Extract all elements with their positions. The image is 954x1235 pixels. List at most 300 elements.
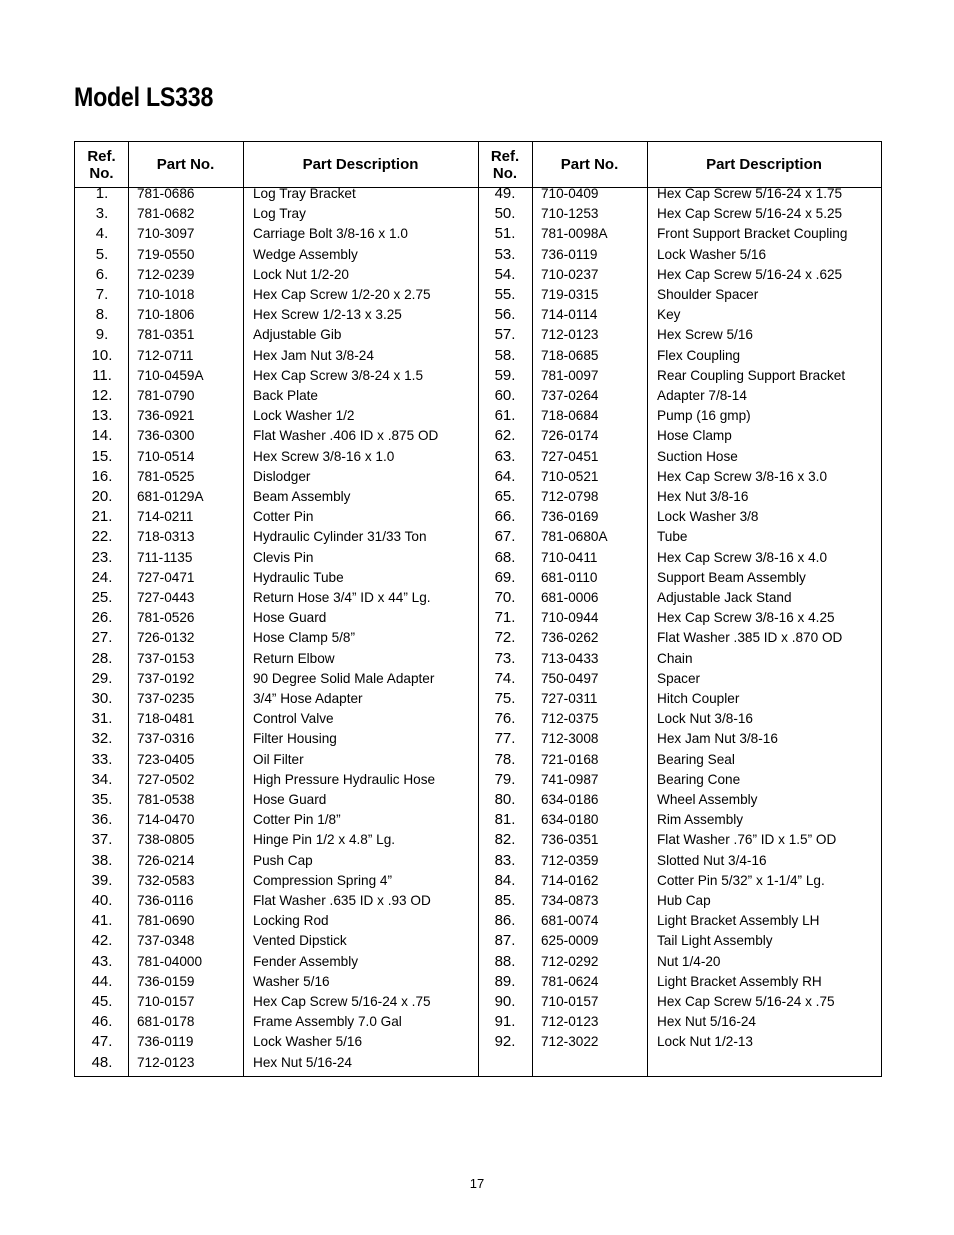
- part-description: Shoulder Spacer: [657, 287, 759, 302]
- part-description: Hex Cap Screw 3/8-16 x 4.0: [657, 549, 828, 565]
- part-number: 781-0686: [137, 186, 195, 201]
- ref-number: 48.: [91, 1053, 113, 1071]
- ref-number: 71.: [494, 609, 516, 627]
- table-row: [75, 224, 881, 244]
- part-description: Adapter 7/8-14: [657, 388, 747, 403]
- ref-number: 59.: [494, 366, 516, 384]
- part-description: Cotter Pin 1/8”: [253, 812, 341, 828]
- part-number: 736-0116: [137, 893, 194, 908]
- table-row: [75, 750, 881, 770]
- part-number: 712-0375: [541, 711, 599, 727]
- part-description: Rim Assembly: [657, 812, 744, 828]
- part-number: 781-0682: [137, 206, 195, 222]
- table-row: [75, 568, 881, 588]
- part-description: Hex Cap Screw 3/8-24 x 1.5: [253, 367, 424, 383]
- ref-number: 73.: [494, 649, 516, 667]
- table-row: [75, 770, 881, 790]
- ref-number: 49.: [494, 185, 516, 202]
- ref-number: 69.: [494, 568, 516, 586]
- table-row: [75, 851, 881, 871]
- part-description: Tail Light Assembly: [657, 933, 773, 949]
- part-description: Wheel Assembly: [657, 792, 758, 807]
- part-description: Log Tray Bracket: [253, 186, 356, 201]
- part-description: 90 Degree Solid Male Adapter: [253, 670, 435, 686]
- part-number: 719-0315: [541, 287, 599, 302]
- part-description: Hex Cap Screw 5/16-24 x 1.75: [657, 186, 843, 201]
- part-number: 726-0214: [137, 852, 195, 868]
- ref-number: 28.: [91, 649, 113, 667]
- part-description: Chain: [657, 650, 693, 666]
- ref-number: 26.: [91, 609, 113, 627]
- part-description: Dislodger: [253, 468, 311, 484]
- ref-number: 4.: [95, 225, 109, 243]
- header-description-left: Part Description: [302, 156, 419, 173]
- part-number: 727-0443: [137, 590, 195, 605]
- ref-number: 83.: [494, 851, 516, 869]
- page-title: Model LS338: [74, 82, 214, 112]
- part-description: Control Valve: [253, 711, 334, 727]
- part-description: Pump (16 gmp): [657, 408, 751, 424]
- part-number: 714-0470: [137, 812, 195, 828]
- ref-number: 24.: [91, 568, 113, 586]
- part-description: Hex Nut 5/16-24: [657, 1014, 756, 1030]
- part-description: Support Beam Assembly: [657, 569, 806, 585]
- header-part-no-left: Part No.: [156, 156, 215, 173]
- part-number: 681-0006: [541, 590, 599, 605]
- ref-number: 92.: [494, 1033, 516, 1051]
- part-description: Lock Washer 5/16: [253, 1034, 363, 1050]
- part-description: Flat Washer .76” ID x 1.5” OD: [657, 832, 837, 848]
- table-row: [75, 426, 881, 446]
- table-row: [75, 245, 881, 265]
- part-number: 736-0159: [137, 973, 195, 989]
- part-number: 738-0805: [137, 832, 195, 848]
- part-number: 718-0481: [137, 711, 195, 727]
- part-number: 781-0351: [137, 327, 195, 343]
- part-number: 712-0711: [137, 347, 194, 363]
- part-number: 718-0684: [541, 408, 599, 424]
- part-number: 741-0987: [541, 771, 599, 787]
- ref-number: 76.: [494, 710, 516, 728]
- part-number: 726-0132: [137, 630, 195, 646]
- table-row: [75, 386, 881, 406]
- part-description: Hex Nut 5/16-24: [253, 1054, 352, 1070]
- table-row: [75, 709, 881, 729]
- ref-number: 47.: [91, 1033, 113, 1051]
- part-number: 681-0129A: [137, 489, 204, 504]
- part-description: Hex Nut 3/8-16: [657, 489, 749, 504]
- part-number: 781-0690: [137, 913, 195, 929]
- ref-number: 62.: [494, 427, 516, 445]
- ref-number: 68.: [494, 548, 516, 566]
- part-description: Hex Cap Screw 5/16-24 x .75: [253, 994, 431, 1009]
- ref-number: 58.: [494, 346, 516, 364]
- part-description: Cotter Pin: [253, 509, 314, 525]
- table-row: [75, 366, 881, 386]
- ref-number: 46.: [91, 1013, 113, 1031]
- ref-number: 5.: [95, 245, 109, 263]
- ref-number: 43.: [91, 952, 113, 970]
- part-number: 781-0538: [137, 792, 195, 807]
- table-row: [75, 729, 881, 749]
- table-row: [75, 972, 881, 992]
- part-description: Hose Guard: [253, 610, 327, 626]
- table-row: [75, 1032, 881, 1052]
- table-row: [75, 204, 881, 224]
- part-number: 737-0316: [137, 731, 195, 747]
- table-row: [75, 305, 881, 325]
- ref-number: 74.: [494, 669, 516, 687]
- part-number: 719-0550: [137, 246, 195, 262]
- part-description: Hex Jam Nut 3/8-16: [657, 731, 778, 747]
- ref-number: 30.: [91, 690, 113, 707]
- part-description: Return Hose 3/4” ID x 44” Lg.: [253, 590, 431, 605]
- ref-number: 1.: [95, 185, 109, 202]
- part-number: 727-0471: [137, 569, 195, 585]
- part-number: 737-0153: [137, 650, 195, 666]
- part-description: Filter Housing: [253, 731, 337, 747]
- ref-number: 63.: [494, 447, 516, 465]
- part-number: 736-0119: [541, 246, 598, 262]
- ref-number: 14.: [91, 427, 113, 445]
- table-row: [75, 1012, 881, 1032]
- part-number: 750-0497: [541, 670, 599, 686]
- ref-number: 32.: [91, 730, 113, 748]
- part-number: 781-04000: [137, 953, 203, 969]
- part-number: 634-0186: [541, 792, 599, 807]
- part-description: Hose Clamp 5/8”: [253, 630, 355, 646]
- ref-number: 44.: [91, 972, 113, 990]
- part-description: Hex Cap Screw 5/16-24 x .625: [657, 266, 843, 282]
- part-number: 712-0123: [541, 327, 599, 343]
- part-number: 710-0157: [541, 994, 599, 1009]
- ref-number: 90.: [494, 993, 516, 1010]
- part-number: 737-0348: [137, 933, 195, 949]
- part-description: Hex Screw 1/2-13 x 3.25: [253, 307, 402, 323]
- part-description: Flat Washer .385 ID x .870 OD: [657, 630, 843, 646]
- part-description: Hydraulic Tube: [253, 569, 344, 585]
- ref-number: 40.: [91, 892, 113, 909]
- part-number: 781-0526: [137, 610, 195, 626]
- ref-number: 10.: [91, 346, 113, 364]
- ref-number: 78.: [494, 750, 516, 768]
- part-description: Adjustable Gib: [253, 327, 342, 343]
- ref-number: 25.: [91, 589, 113, 606]
- part-description: Log Tray: [253, 206, 306, 222]
- part-number: 712-0123: [137, 1054, 195, 1070]
- parts-table: [74, 141, 882, 1077]
- ref-number: 13.: [91, 407, 113, 425]
- part-number: 732-0583: [137, 872, 195, 888]
- ref-number: 66.: [494, 508, 516, 526]
- table-row: [75, 184, 881, 204]
- part-number: 712-3008: [541, 731, 599, 747]
- ref-number: 55.: [494, 286, 516, 303]
- table-row: [75, 447, 881, 467]
- ref-number: 81.: [494, 811, 516, 829]
- part-description: Adjustable Jack Stand: [657, 590, 792, 605]
- ref-number: 65.: [494, 488, 516, 505]
- table-row: [75, 527, 881, 547]
- ref-number: 11.: [92, 366, 112, 384]
- part-number: 781-0098A: [541, 226, 608, 242]
- part-description: Suction Hose: [657, 448, 738, 464]
- ref-number: 51.: [494, 225, 516, 243]
- ref-number: 61.: [494, 407, 516, 425]
- ref-number: 77.: [494, 730, 516, 748]
- table-row: [75, 548, 881, 568]
- ref-number: 31.: [91, 710, 113, 728]
- part-number: 736-0351: [541, 832, 599, 848]
- part-description: Hex Cap Screw 3/8-16 x 4.25: [657, 610, 835, 626]
- part-description: Bearing Cone: [657, 771, 741, 787]
- table-row: [75, 507, 881, 527]
- part-description: Hex Jam Nut 3/8-24: [253, 347, 374, 363]
- table-row: [75, 952, 881, 972]
- part-description: Vented Dipstick: [253, 933, 347, 949]
- table-row: [75, 406, 881, 426]
- part-number: 710-0411: [541, 549, 598, 565]
- table-row: [75, 830, 881, 850]
- part-number: 712-0123: [541, 1014, 599, 1030]
- part-number: 718-0685: [541, 347, 599, 363]
- part-description: Back Plate: [253, 388, 318, 403]
- ref-number: 91.: [494, 1013, 516, 1031]
- part-number: 710-0521: [541, 468, 599, 484]
- part-description: Light Bracket Assembly LH: [657, 913, 820, 929]
- table-row: [75, 1053, 881, 1073]
- part-number: 723-0405: [137, 751, 195, 767]
- table-row: [75, 265, 881, 285]
- ref-number: 23.: [91, 548, 113, 566]
- part-number: 710-0944: [541, 610, 599, 626]
- part-number: 710-1018: [137, 287, 195, 302]
- part-description: Oil Filter: [253, 751, 304, 767]
- part-number: 781-0624: [541, 973, 599, 989]
- ref-number: 22.: [91, 528, 113, 546]
- table-row: [75, 891, 881, 911]
- table-row: [75, 285, 881, 305]
- table-row: [75, 467, 881, 487]
- ref-number: 72.: [494, 629, 516, 647]
- part-number: 712-0359: [541, 852, 599, 868]
- part-number: 737-0192: [137, 670, 195, 686]
- table-row: [75, 649, 881, 669]
- ref-number: 80.: [494, 791, 516, 808]
- part-description: Hex Screw 3/8-16 x 1.0: [253, 448, 395, 464]
- part-description: Hex Cap Screw 3/8-16 x 3.0: [657, 468, 828, 484]
- part-number: 681-0074: [541, 913, 599, 929]
- part-description: Key: [657, 307, 681, 323]
- table-row: [75, 790, 881, 810]
- part-description: Hub Cap: [657, 893, 711, 908]
- table-row: [75, 992, 881, 1012]
- part-description: Carriage Bolt 3/8-16 x 1.0: [253, 226, 408, 242]
- ref-number: 38.: [91, 851, 113, 869]
- part-description: Hydraulic Cylinder 31/33 Ton: [253, 529, 427, 545]
- part-description: Hose Clamp: [657, 428, 732, 444]
- ref-number: 82.: [494, 831, 516, 849]
- table-row: [75, 689, 881, 709]
- part-description: Light Bracket Assembly RH: [657, 973, 822, 989]
- ref-number: 57.: [494, 326, 516, 344]
- ref-number: 60.: [494, 387, 516, 404]
- part-number: 736-0119: [137, 1034, 194, 1050]
- part-number: 736-0169: [541, 509, 599, 525]
- ref-number: 8.: [95, 306, 109, 324]
- part-description: Hitch Coupler: [657, 691, 740, 706]
- part-description: Flex Coupling: [657, 347, 741, 363]
- part-number: 781-0097: [541, 367, 599, 383]
- table-row: [75, 487, 881, 507]
- part-number: 727-0311: [541, 691, 598, 706]
- part-number: 727-0451: [541, 448, 599, 464]
- ref-number: 75.: [494, 690, 516, 707]
- part-description: Wedge Assembly: [253, 246, 358, 262]
- part-description: Lock Nut 1/2-13: [657, 1034, 753, 1050]
- ref-number: 12.: [91, 387, 113, 404]
- ref-number: 67.: [494, 528, 516, 546]
- part-description: Washer 5/16: [253, 973, 330, 989]
- part-description: Beam Assembly: [253, 489, 351, 504]
- part-description: Lock Washer 1/2: [253, 408, 355, 424]
- part-description: Lock Nut 1/2-20: [253, 266, 349, 282]
- table-row: [75, 608, 881, 628]
- header-ref-left: Ref. No.: [87, 147, 116, 182]
- ref-number: 41.: [91, 912, 113, 930]
- part-number: 713-0433: [541, 650, 599, 666]
- part-number: 712-0292: [541, 953, 599, 969]
- table-row: [75, 346, 881, 366]
- ref-number: 16.: [91, 467, 113, 485]
- part-number: 710-0409: [541, 186, 599, 201]
- ref-number: 33.: [91, 750, 113, 768]
- part-description: Push Cap: [253, 852, 313, 868]
- ref-number: 84.: [494, 871, 516, 889]
- page-number: 17: [469, 1176, 485, 1191]
- table-row: [75, 810, 881, 830]
- part-description: Return Elbow: [253, 650, 335, 666]
- part-description: Hose Guard: [253, 792, 327, 807]
- part-number: 710-3097: [137, 226, 195, 242]
- ref-number: 53.: [494, 245, 516, 263]
- part-number: 714-0114: [541, 307, 598, 323]
- part-number: 737-0235: [137, 691, 195, 706]
- part-description: Flat Washer .406 ID x .875 OD: [253, 428, 439, 444]
- part-number: 736-0921: [137, 408, 195, 424]
- ref-number: 37.: [91, 831, 113, 849]
- part-number: 712-0798: [541, 489, 599, 504]
- ref-number: 3.: [95, 205, 109, 223]
- ref-number: 45.: [91, 993, 113, 1010]
- ref-number: 87.: [494, 932, 516, 950]
- part-description: Hex Cap Screw 1/2-20 x 2.75: [253, 287, 431, 302]
- part-number: 727-0502: [137, 771, 195, 787]
- part-number: 781-0680A: [541, 529, 608, 545]
- part-number: 681-0110: [541, 569, 598, 585]
- part-number: 721-0168: [541, 751, 599, 767]
- ref-number: 54.: [494, 265, 516, 283]
- part-description: Frame Assembly 7.0 Gal: [253, 1014, 402, 1030]
- part-number: 681-0178: [137, 1014, 195, 1030]
- part-description: Nut 1/4-20: [657, 953, 721, 969]
- table-row: [75, 588, 881, 608]
- part-description: Slotted Nut 3/4-16: [657, 852, 767, 868]
- ref-number: 79.: [494, 770, 516, 788]
- part-description: Hinge Pin 1/2 x 4.8” Lg.: [253, 832, 396, 848]
- part-description: Bearing Seal: [657, 751, 735, 767]
- header-part-no-right: Part No.: [560, 156, 619, 173]
- header-ref-right: Ref. No.: [490, 147, 520, 182]
- table-row: [75, 871, 881, 891]
- ref-number: 27.: [91, 629, 113, 647]
- part-description: Tube: [657, 529, 688, 545]
- part-description: 3/4” Hose Adapter: [253, 691, 363, 706]
- part-number: 781-0525: [137, 468, 195, 484]
- part-description: Fender Assembly: [253, 953, 359, 969]
- ref-number: 21.: [91, 508, 113, 526]
- part-number: 726-0174: [541, 428, 599, 444]
- part-description: Hex Cap Screw 5/16-24 x 5.25: [657, 206, 843, 222]
- part-description: Clevis Pin: [253, 549, 314, 565]
- part-number: 710-0459A: [137, 367, 204, 383]
- ref-number: 88.: [494, 952, 516, 970]
- part-description: Lock Nut 3/8-16: [657, 711, 753, 727]
- ref-number: 34.: [91, 770, 113, 788]
- ref-number: 9.: [95, 326, 109, 344]
- ref-number: 20.: [91, 488, 113, 505]
- table-row: [75, 628, 881, 648]
- ref-number: 70.: [494, 589, 516, 606]
- ref-number: 50.: [494, 205, 516, 223]
- ref-number: 56.: [494, 306, 516, 324]
- header-description-right: Part Description: [706, 156, 822, 173]
- part-description: Rear Coupling Support Bracket: [657, 367, 846, 383]
- ref-number: 36.: [91, 811, 113, 829]
- ref-number: 42.: [91, 932, 113, 950]
- part-description: High Pressure Hydraulic Hose: [253, 771, 436, 787]
- part-number: 736-0262: [541, 630, 599, 646]
- ref-number: 39.: [91, 871, 113, 889]
- part-number: 710-0514: [137, 448, 195, 464]
- part-number: 714-0211: [137, 509, 194, 525]
- part-number: 634-0180: [541, 812, 599, 828]
- part-number: 712-3022: [541, 1034, 599, 1050]
- part-description: Locking Rod: [253, 913, 329, 929]
- part-number: 714-0162: [541, 872, 599, 888]
- part-description: Lock Washer 3/8: [657, 509, 759, 525]
- table-row: [75, 325, 881, 345]
- part-number: 718-0313: [137, 529, 195, 545]
- part-number: 734-0873: [541, 893, 599, 908]
- ref-number: 29.: [91, 669, 113, 687]
- part-number: 710-0157: [137, 994, 195, 1009]
- part-description: Lock Washer 5/16: [657, 246, 767, 262]
- ref-number: 35.: [91, 791, 113, 808]
- table-row: [75, 911, 881, 931]
- part-description: Hex Screw 5/16: [657, 327, 753, 343]
- part-number: 712-0239: [137, 266, 195, 282]
- ref-number: 89.: [494, 972, 516, 990]
- table-row: [75, 669, 881, 689]
- part-description: Flat Washer .635 ID x .93 OD: [253, 893, 431, 908]
- part-number: 737-0264: [541, 388, 599, 403]
- part-description: Compression Spring 4”: [253, 872, 393, 888]
- part-number: 625-0009: [541, 933, 599, 949]
- ref-number: 15.: [91, 447, 113, 465]
- part-description: Front Support Bracket Coupling: [657, 226, 848, 242]
- ref-number: 7.: [95, 286, 109, 303]
